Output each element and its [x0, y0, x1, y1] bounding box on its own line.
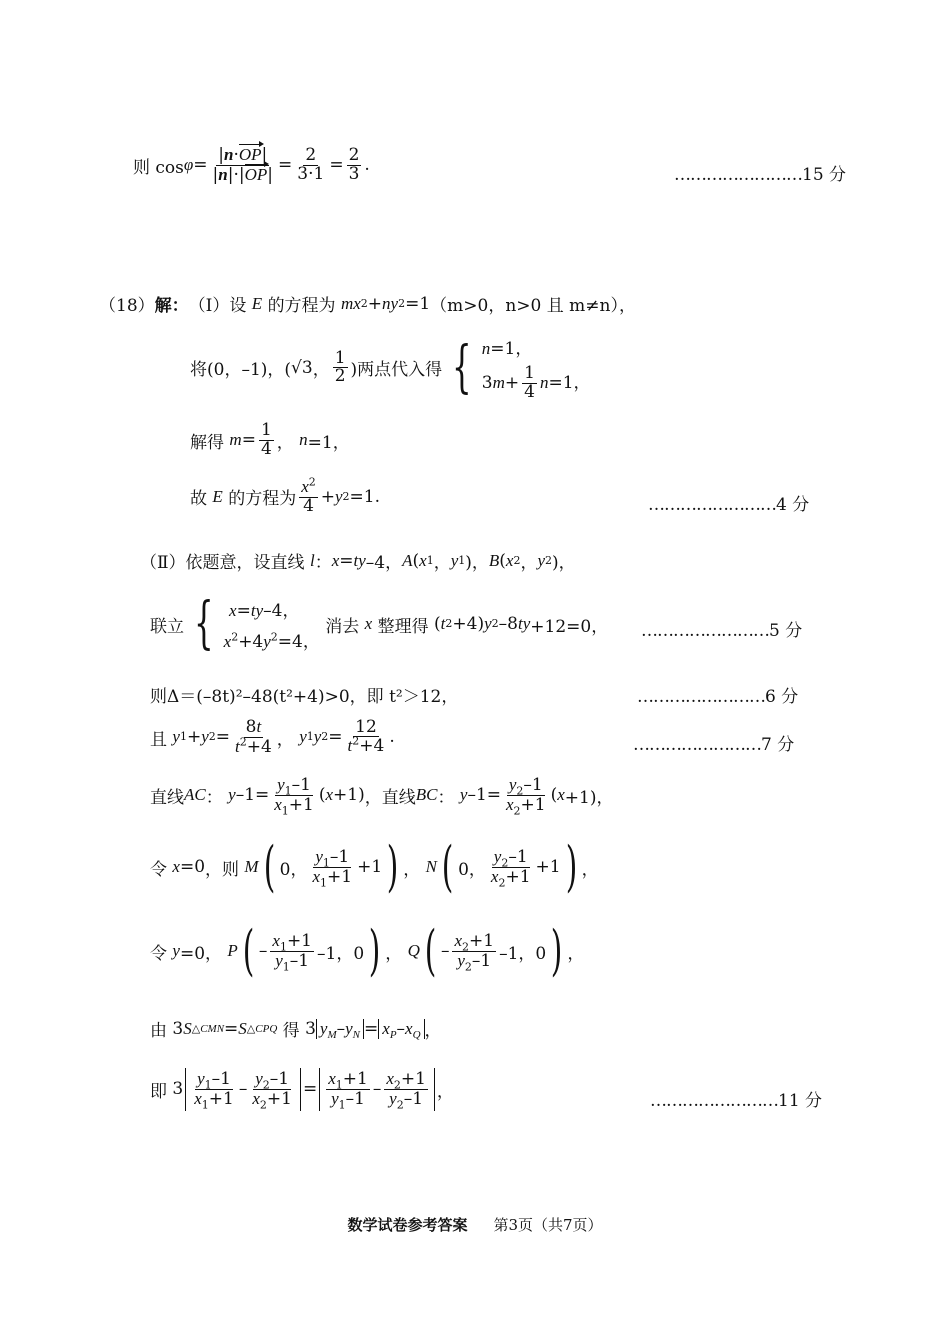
- score-5: ……………………5 分: [641, 621, 803, 641]
- cos-formula-line: 则 cos φ = $\frac{|n\cdot OP|}{|n|\cdot|OP|}$ = $\frac{2}{3\cdot 1}$ = $\frac{2}{3}$ .: [133, 145, 370, 185]
- points-p-q: 令 y =0， P ( – $\frac{x_1+1}{y_1-1}$ –1，0 ) ， Q ( – $\frac{x_2+1}{y_2-1}$ –1，0 ) ，: [150, 919, 585, 982]
- ellipse-result-line: 故 E 的方程为 $\frac{x^2}{4}$ + y 2 =1.: [190, 475, 381, 516]
- footer-title: 数学试卷参考答案: [347, 1216, 468, 1234]
- score-4: ……………………4 分: [648, 495, 810, 515]
- combine-system: x=ty–4， $x^2+4y^2=4$，: [223, 601, 320, 652]
- points-m-n: 令 x =0 ，则 M ( 0， $\frac{y_1-1}{x_1+1}$ +1 ) ， N ( 0， $\frac{y_2-1}{x_2+1}$ +1 ) ，: [150, 835, 599, 898]
- delta-line: 则Δ＝(–8t)²–48(t²+4)>0，即 t²＞12，: [150, 687, 459, 707]
- score-7: ……………………7 分: [633, 735, 795, 755]
- cos-frac: $\frac{|n\cdot OP|}{|n|\cdot|OP|}$: [212, 145, 274, 185]
- vieta-line: 且 y 1 + y 2 = $\frac{8t}{t^2+4}$ ， y 1 y 2 = $\frac{12}{t^2+4}$ .: [150, 716, 395, 757]
- solve-line: 解得 m = $\frac{1}{4}$ ， n =1，: [190, 420, 350, 459]
- score-6: ……………………6 分: [637, 687, 799, 707]
- combine-line: 联立 { x=ty–4， $x^2+4y^2=4$， 消去 x 整理得 ( t 2 +4) y 2 –8 ty +12=0，: [150, 591, 609, 656]
- score-15: ……………………15 分: [674, 165, 847, 185]
- substitution-system: n=1， 3m+ $\frac{1}{4}$ n=1，: [481, 339, 591, 402]
- area-relation: 由 3 S △CMN = S △CPQ 得 3 $y_M-y_N$ = $x_P-x_Q$ ，: [150, 1018, 442, 1041]
- q18-heading: （18） 解： （Ⅰ）设 E 的方程为 mx 2 + ny 2 =1 （m>0，n>0 且 m≠n），: [99, 293, 636, 316]
- score-11: ……………………11 分: [650, 1091, 823, 1111]
- lines-ac-bc: 直线 AC ： y –1= $\frac{y_1-1}{x_1+1}$ ( x +1) ，直线 BC ： y –1= $\frac{y_2-1}{x_2+1}$ ( x +1)，: [150, 775, 614, 818]
- page-footer: [0, 1214, 950, 1235]
- final-equation: 即 3 $\frac{y_1-1}{x_1+1}$ – $\frac{y_2-1}{x_2+1}$ = $\frac{x_1+1}{y_1-1}$ – $\frac{x_2+1}{y_2-1}$ ，: [150, 1069, 454, 1112]
- cos-prefix: 则 cos: [133, 157, 184, 178]
- part2-line: （Ⅱ）依题意，设直线 l ： x = ty –4， A ( x 1 ， y 1 )， B ( x 2 ， y 2 )，: [140, 550, 576, 573]
- footer-page: 第3页（共7页）: [493, 1216, 603, 1234]
- substitution-line: 将(0，–1)，( √3 ， $\frac{1}{2}$ )两点代入得 { n=1， 3m+ $\frac{1}{4}$ n=1，: [190, 334, 591, 402]
